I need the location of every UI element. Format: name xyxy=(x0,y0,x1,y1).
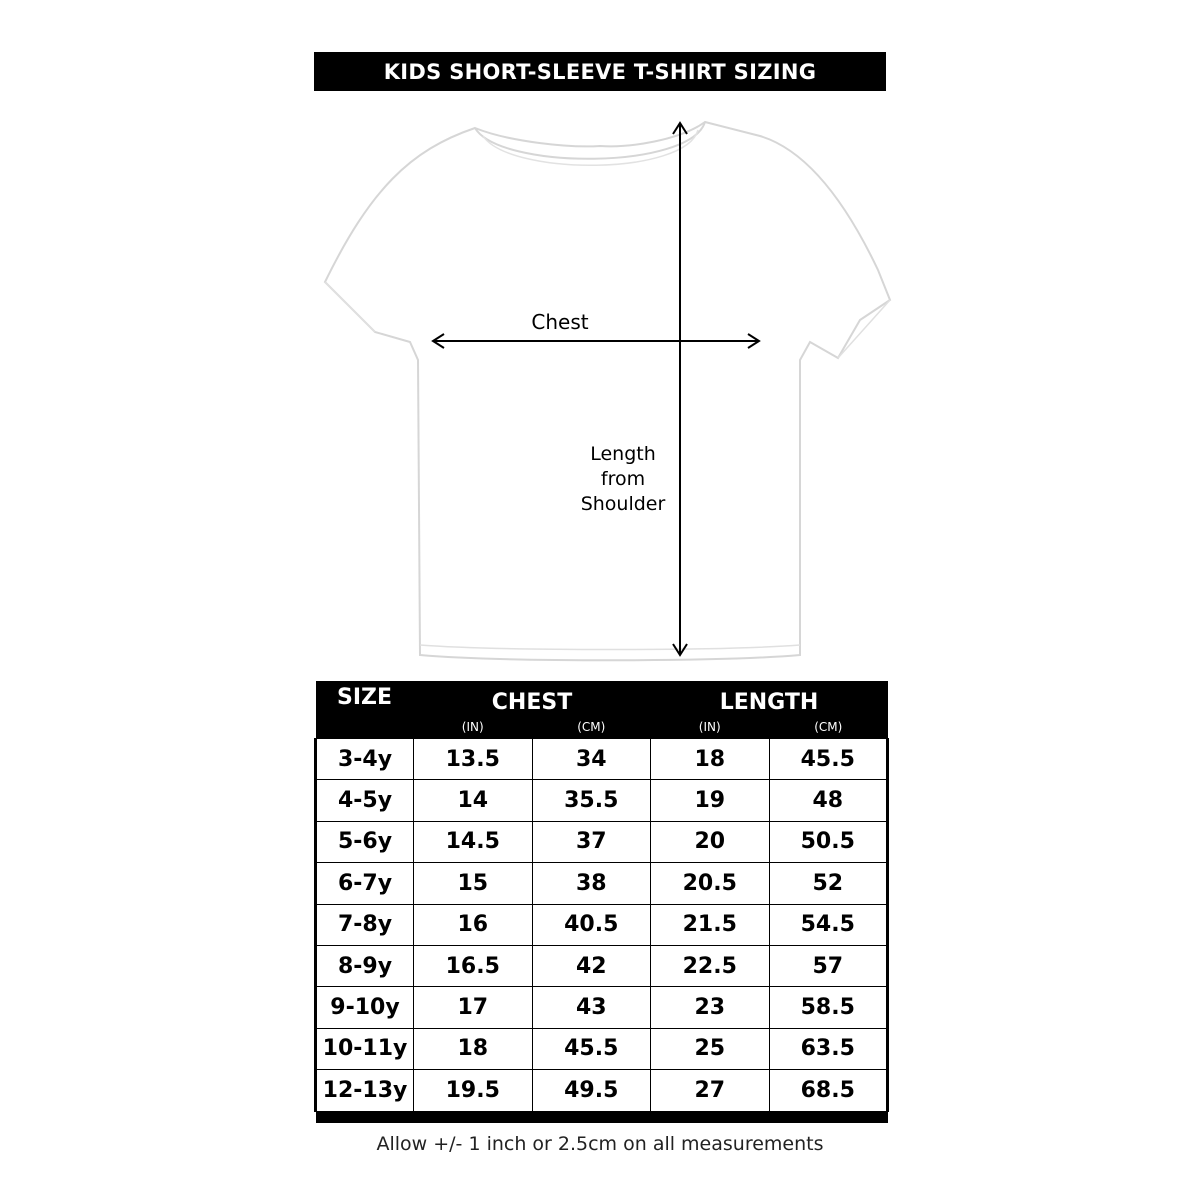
table-row xyxy=(316,904,888,945)
tshirt-diagram xyxy=(300,110,900,670)
length-label xyxy=(568,442,678,517)
size-header: SIZE xyxy=(316,681,414,739)
length-in-cell: 18 xyxy=(651,739,770,780)
chest-cm-cell: 49.5 xyxy=(532,1070,651,1111)
chest-in-header: (IN) xyxy=(414,715,533,739)
length-cm-cell: 57 xyxy=(769,945,888,986)
table-row xyxy=(316,1070,888,1111)
size-cell: 5-6y xyxy=(316,821,414,862)
chest-cm-cell: 35.5 xyxy=(532,780,651,821)
length-cm-header: (CM) xyxy=(769,715,888,739)
table-row xyxy=(316,739,888,780)
size-cell: 6-7y xyxy=(316,863,414,904)
length-in-cell: 20.5 xyxy=(651,863,770,904)
length-cm-cell: 52 xyxy=(769,863,888,904)
chest-cm-header: (CM) xyxy=(532,715,651,739)
size-cell: 7-8y xyxy=(316,904,414,945)
size-cell: 9-10y xyxy=(316,987,414,1028)
chest-in-cell: 19.5 xyxy=(414,1070,533,1111)
chest-in-cell: 18 xyxy=(414,1028,533,1069)
length-in-cell: 25 xyxy=(651,1028,770,1069)
table-row xyxy=(316,945,888,986)
length-cm-cell: 63.5 xyxy=(769,1028,888,1069)
chest-in-cell: 15 xyxy=(414,863,533,904)
length-in-cell: 19 xyxy=(651,780,770,821)
tshirt-illustration xyxy=(300,110,900,670)
length-cm-cell: 45.5 xyxy=(769,739,888,780)
chest-in-cell: 14 xyxy=(414,780,533,821)
measurement-note: Allow +/- 1 inch or 2.5cm on all measurements xyxy=(376,1133,824,1155)
length-in-cell: 27 xyxy=(651,1070,770,1111)
length-cm-cell: 48 xyxy=(769,780,888,821)
length-label-line: from xyxy=(600,468,646,490)
chest-label: Chest xyxy=(531,310,589,334)
length-label-line: Shoulder xyxy=(580,493,666,515)
chest-in-cell: 14.5 xyxy=(414,821,533,862)
length-header: LENGTH xyxy=(651,681,888,715)
chest-cm-cell: 45.5 xyxy=(532,1028,651,1069)
length-in-cell: 22.5 xyxy=(651,945,770,986)
length-in-cell: 23 xyxy=(651,987,770,1028)
size-cell: 8-9y xyxy=(316,945,414,986)
table-row xyxy=(316,780,888,821)
size-cell: 12-13y xyxy=(316,1070,414,1111)
chest-in-cell: 13.5 xyxy=(414,739,533,780)
tshirt-shape xyxy=(325,122,890,660)
table-bottom-bar xyxy=(316,1111,888,1123)
size-table xyxy=(314,681,889,1123)
length-in-cell: 21.5 xyxy=(651,904,770,945)
length-cm-cell: 54.5 xyxy=(769,904,888,945)
size-cell: 4-5y xyxy=(316,780,414,821)
length-cm-cell: 50.5 xyxy=(769,821,888,862)
table-row xyxy=(316,1028,888,1069)
chest-header: CHEST xyxy=(414,681,651,715)
page-title: KIDS SHORT-SLEEVE T-SHIRT SIZING xyxy=(314,52,886,91)
length-cm-cell: 68.5 xyxy=(769,1070,888,1111)
chest-cm-cell: 34 xyxy=(532,739,651,780)
size-cell: 3-4y xyxy=(316,739,414,780)
size-cell: 10-11y xyxy=(316,1028,414,1069)
chest-in-cell: 16.5 xyxy=(414,945,533,986)
table-row xyxy=(316,863,888,904)
chest-cm-cell: 43 xyxy=(532,987,651,1028)
length-in-header: (IN) xyxy=(651,715,770,739)
length-in-cell: 20 xyxy=(651,821,770,862)
length-label-line: Length xyxy=(590,443,656,465)
chest-cm-cell: 42 xyxy=(532,945,651,986)
table-row xyxy=(316,821,888,862)
chest-cm-cell: 40.5 xyxy=(532,904,651,945)
chest-cm-cell: 37 xyxy=(532,821,651,862)
chest-cm-cell: 38 xyxy=(532,863,651,904)
length-cm-cell: 58.5 xyxy=(769,987,888,1028)
chest-in-cell: 16 xyxy=(414,904,533,945)
table-row xyxy=(316,987,888,1028)
chest-in-cell: 17 xyxy=(414,987,533,1028)
